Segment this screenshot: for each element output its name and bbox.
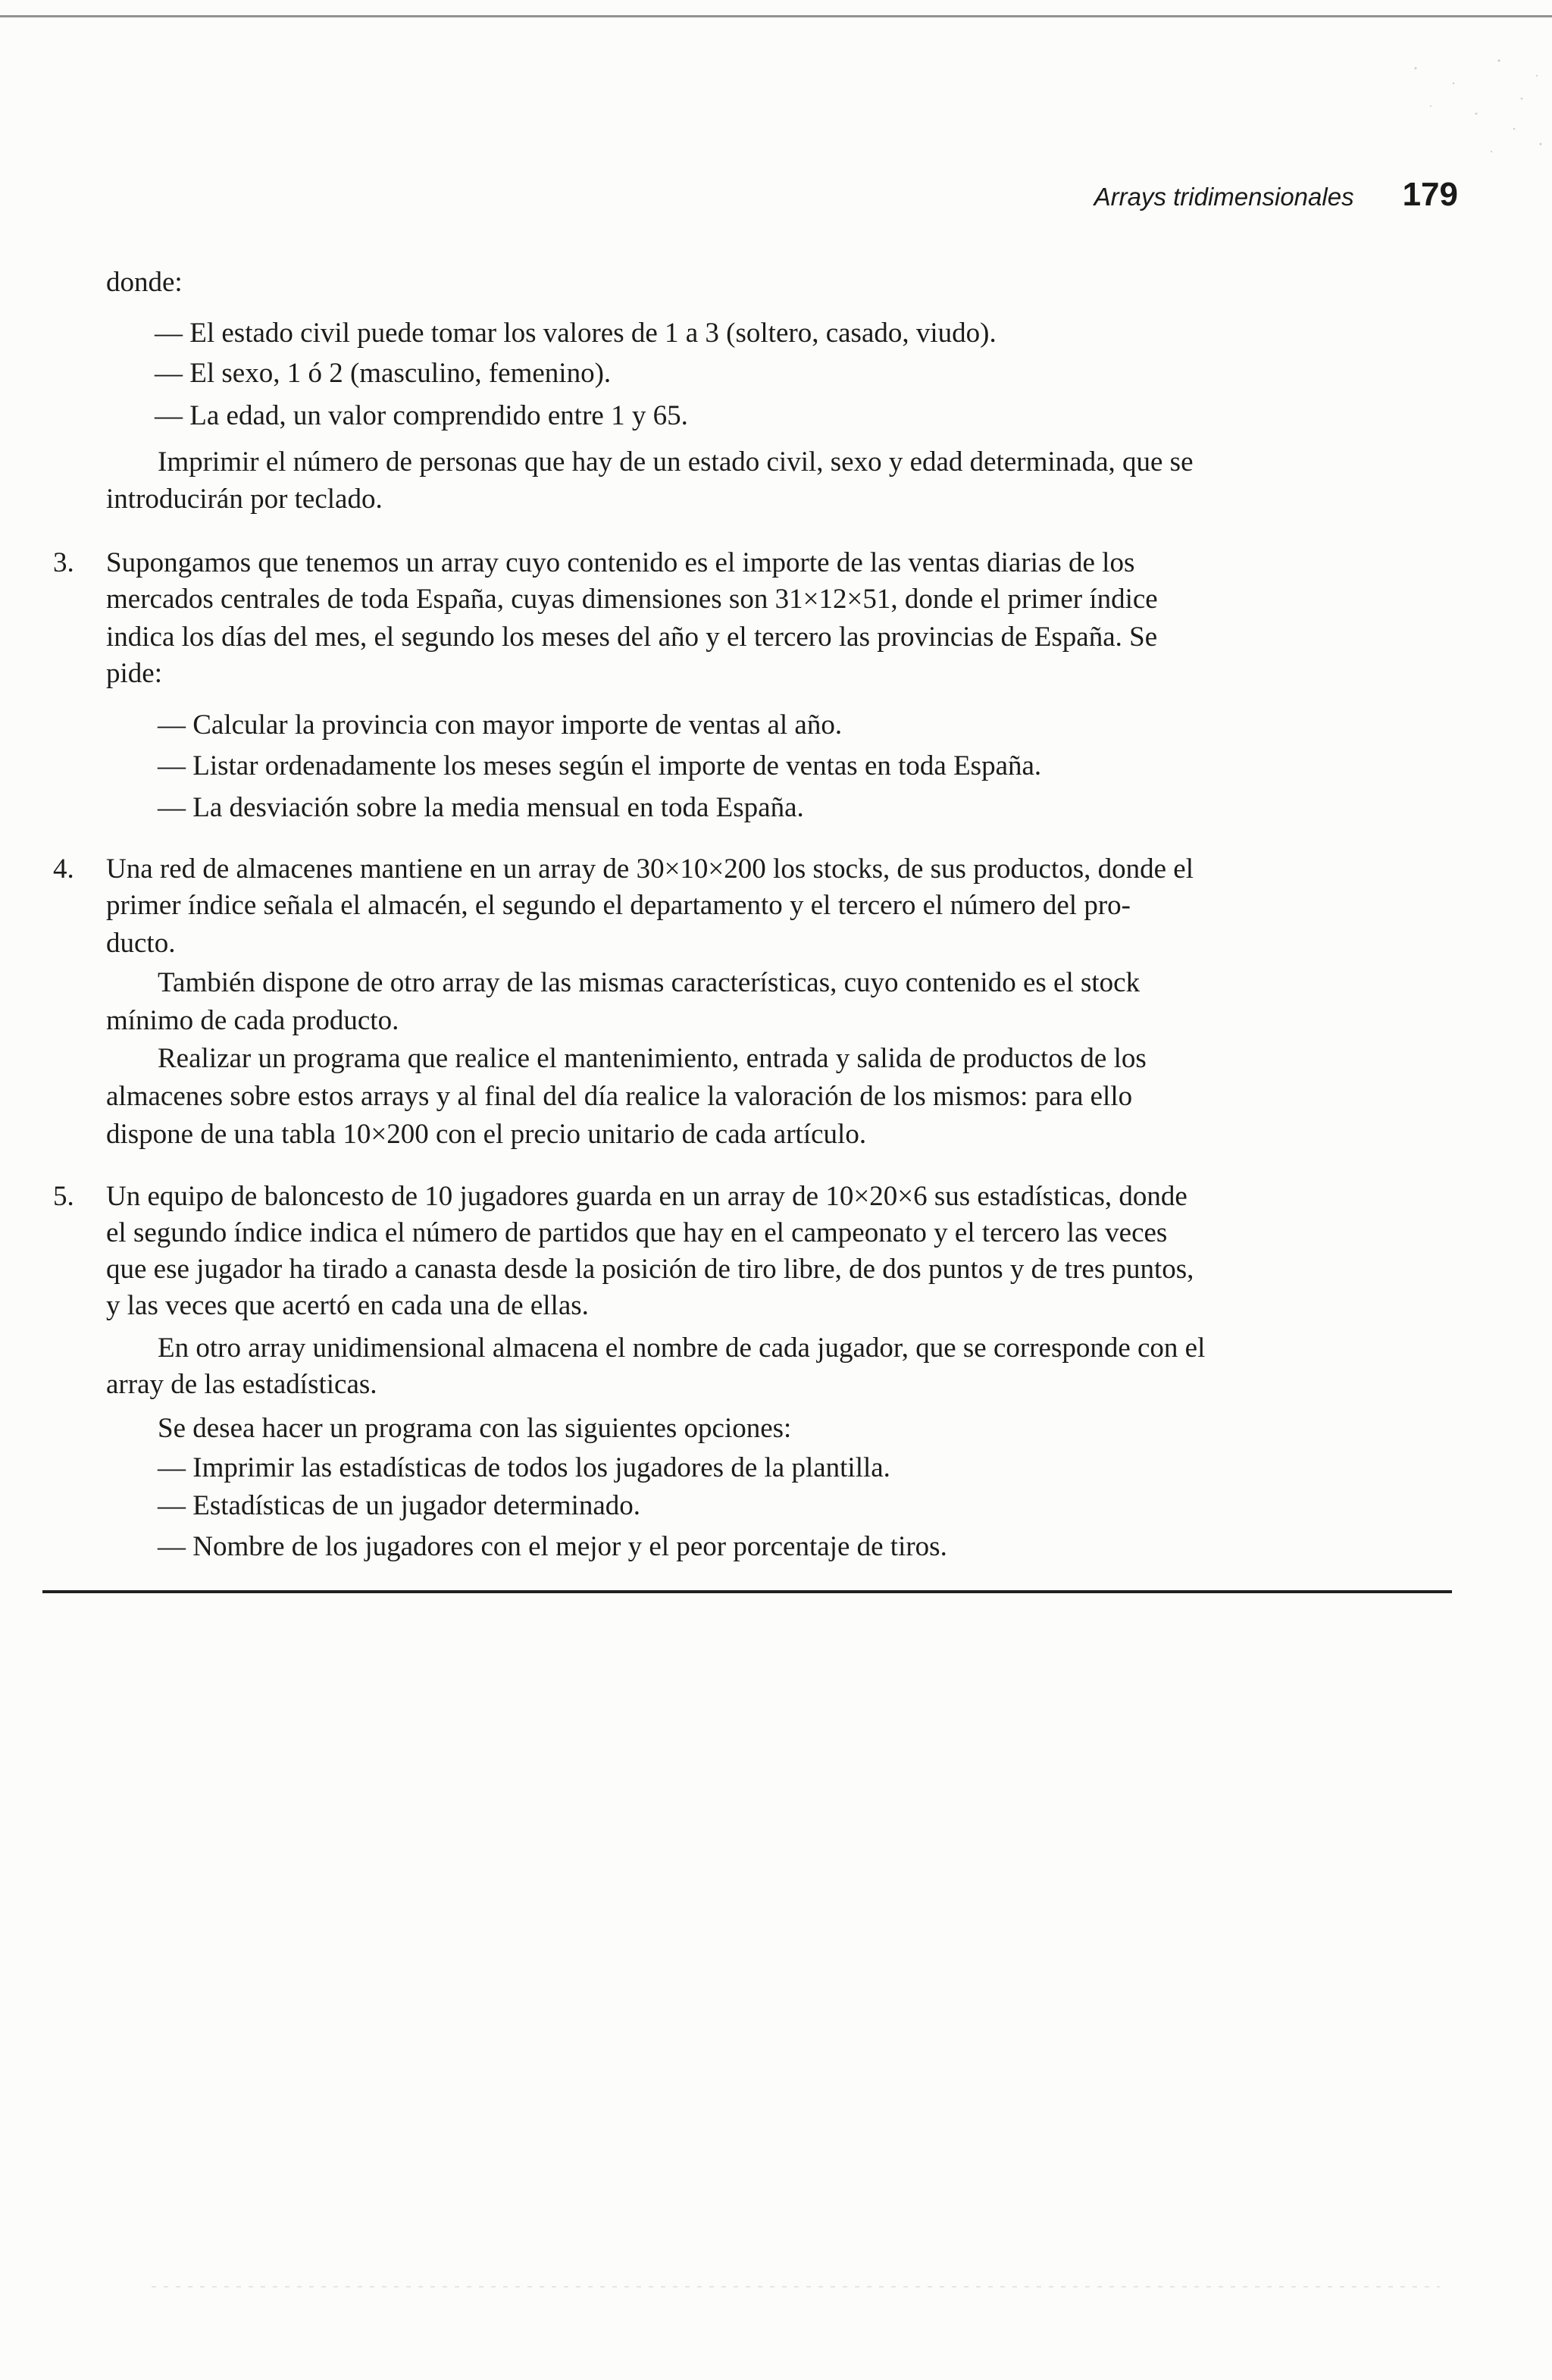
exercise-3-line: indica los días del mes, el segundo los meses del año y el tercero las provincias de España. Se [106,622,1158,653]
exercise-5-line: Un equipo de baloncesto de 10 jugadores guarda en un array de 10×20×6 sus estadísticas, donde [106,1181,1187,1212]
exercise-5-number: 5. [53,1181,74,1212]
exercise-5-line: que ese jugador ha tirado a canasta desde la posición de tiro libre, de dos puntos y de tres puntos, [106,1254,1194,1285]
running-head: Arrays tridimensionales [1094,183,1354,211]
exercise-5-item: — Estadísticas de un jugador determinado. [158,1490,641,1521]
top-scan-edge [0,15,1552,17]
exercise-5-para2-line: array de las estadísticas. [106,1369,377,1400]
exercise-3-number: 3. [53,547,74,578]
exercise-4-para2-line: También dispone de otro array de las mismas características, cuyo contenido es el stock [158,967,1141,998]
exercise-4-para3-line: Realizar un programa que realice el mantenimiento, entrada y salida de productos de los [158,1043,1147,1074]
bottom-rule [42,1590,1452,1593]
exercise-5-para2-line: En otro array unidimensional almacena el nombre de cada jugador, que se corresponde con el [158,1332,1206,1364]
intro-item-estado-civil: — El estado civil puede tomar los valores de 1 a 3 (soltero, casado, viudo). [155,318,997,349]
exercise-3-item: — La desviación sobre la media mensual en toda España. [158,792,804,823]
intro-instruction-line: introducirán por teclado. [106,484,383,515]
intro-donde: donde: [106,267,183,298]
exercise-5-para3: Se desea hacer un programa con las siguientes opciones: [158,1413,792,1444]
exercise-4-para3-line: almacenes sobre estos arrays y al final del día realice la valoración de los mismos: para ello [106,1081,1133,1112]
exercise-4-line: Una red de almacenes mantiene en un array de 30×10×200 los stocks, de sus productos, donde el [106,853,1194,885]
intro-instruction-line: Imprimir el número de personas que hay de un estado civil, sexo y edad determinada, que se [158,446,1194,478]
intro-item-sexo: — El sexo, 1 ó 2 (masculino, femenino). [155,358,612,389]
exercise-3-line: mercados centrales de toda España, cuyas dimensiones son 31×12×51, donde el primer índice [106,584,1158,615]
scan-noise-top-right [1385,45,1552,197]
exercise-3-line: Supongamos que tenemos un array cuyo contenido es el importe de las ventas diarias de los [106,547,1135,578]
exercise-3-item: — Listar ordenadamente los meses según el importe de ventas en toda España. [158,750,1042,781]
exercise-5-line: el segundo índice indica el número de partidos que hay en el campeonato y el tercero las veces [106,1217,1168,1248]
exercise-3-item: — Calcular la provincia con mayor importe de ventas al año. [158,709,843,741]
exercise-4-para2-line: mínimo de cada producto. [106,1005,399,1036]
exercise-3-line: pide: [106,658,162,689]
page-header [1094,176,1458,214]
page-number: 179 [1402,176,1458,213]
exercise-4-line: ducto. [106,928,176,959]
exercise-4-number: 4. [53,853,74,885]
exercise-5-line: y las veces que acertó en cada una de ellas. [106,1290,589,1321]
scan-noise-bottom [152,2283,1440,2291]
intro-item-edad: — La edad, un valor comprendido entre 1 y 65. [155,400,688,431]
exercise-4-line: primer índice señala el almacén, el segundo el departamento y el tercero el número del pro- [106,890,1131,921]
exercise-4-para3-line: dispone de una tabla 10×200 con el precio unitario de cada artículo. [106,1119,867,1150]
exercise-5-item: — Nombre de los jugadores con el mejor y el peor porcentaje de tiros. [158,1531,947,1562]
exercise-5-item: — Imprimir las estadísticas de todos los jugadores de la plantilla. [158,1452,890,1483]
